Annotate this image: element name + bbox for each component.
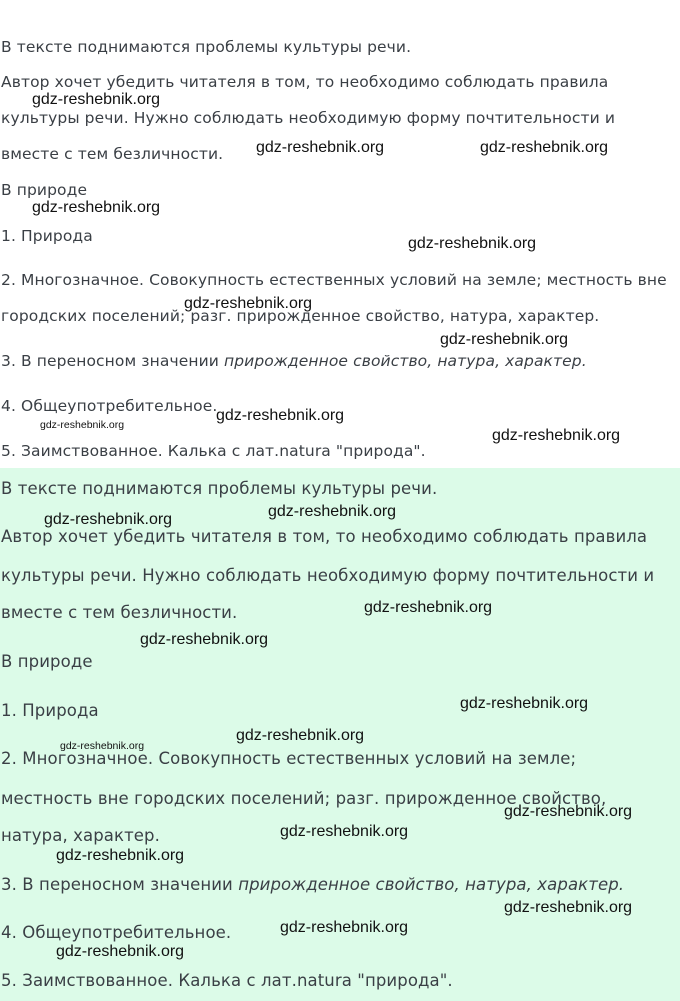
watermark: gdz-reshebnik.org (40, 419, 125, 431)
text-line: вместе с тем безличности. (1, 603, 238, 622)
text-line: 4. Общеупотребительное. (1, 923, 232, 942)
text-line: 5. Заимствованное. Калька с лат.natura "природа". (1, 971, 453, 990)
watermark: gdz-reshebnik.org (32, 199, 161, 216)
text-line: В тексте поднимаются проблемы культуры речи. (1, 38, 412, 56)
watermark: gdz-reshebnik.org (408, 235, 537, 252)
watermark: gdz-reshebnik.org (236, 727, 365, 744)
watermark: gdz-reshebnik.org (504, 899, 633, 916)
watermark: gdz-reshebnik.org (56, 943, 185, 960)
text-line: 1. Природа (1, 227, 93, 245)
watermark: gdz-reshebnik.org (256, 139, 385, 156)
watermark: gdz-reshebnik.org (280, 919, 409, 936)
watermark: gdz-reshebnik.org (480, 139, 609, 156)
text-line: В тексте поднимаются проблемы культуры речи. (1, 479, 438, 498)
text-line: 2. Многозначное. Совокупность естественных условий на земле; местность вне (1, 271, 667, 289)
text-line: 2. Многозначное. Совокупность естественных условий на земле; (1, 749, 577, 768)
watermark: gdz-reshebnik.org (140, 631, 269, 648)
watermark: gdz-reshebnik.org (364, 599, 493, 616)
watermark: gdz-reshebnik.org (280, 823, 409, 840)
watermark: gdz-reshebnik.org (216, 407, 345, 424)
text-line: Автор хочет убедить читателя в том, то необходимо соблюдать правила (1, 527, 648, 546)
watermark: gdz-reshebnik.org (32, 91, 161, 108)
text-line: 4. Общеупотребительное. (1, 397, 218, 415)
watermark: gdz-reshebnik.org (44, 511, 173, 528)
text-line: вместе с тем безличности. (1, 145, 224, 163)
text-line: Автор хочет убедить читателя в том, то необходимо соблюдать правила (1, 73, 609, 91)
text-line: В природе (1, 652, 93, 671)
line-prefix: 3. В переносном значении (1, 875, 239, 894)
line-italic: прирожденное свойство, натура, характер. (238, 875, 625, 894)
text-line (1, 875, 624, 894)
watermark: gdz-reshebnik.org (460, 695, 589, 712)
text-line: городских поселений; разг. прирожденное свойство, натура, характер. (1, 307, 600, 325)
text-line: 1. Природа (1, 701, 99, 720)
text-line: культуры речи. Нужно соблюдать необходимую форму почтительности и (1, 109, 615, 127)
watermark: gdz-reshebnik.org (60, 740, 145, 752)
text-line: В природе (1, 181, 88, 199)
watermark: gdz-reshebnik.org (268, 503, 397, 520)
watermark: gdz-reshebnik.org (184, 295, 313, 312)
line-italic: прирожденное свойство, натура, характер. (223, 352, 587, 370)
text-line: натура, характер. (1, 826, 160, 845)
text-line: 5. Заимствованное. Калька с лат.natura "природа". (1, 442, 426, 460)
text-line: местность вне городских поселений; разг. прирожденное свойство, (1, 789, 607, 808)
line-prefix: 3. В переносном значении (1, 352, 224, 370)
text-line: культуры речи. Нужно соблюдать необходимую форму почтительности и (1, 566, 655, 585)
watermark: gdz-reshebnik.org (504, 803, 633, 820)
text-line (1, 352, 587, 370)
watermark: gdz-reshebnik.org (56, 847, 185, 864)
answer-block-1 (0, 0, 680, 468)
watermark: gdz-reshebnik.org (440, 331, 569, 348)
watermark: gdz-reshebnik.org (492, 427, 621, 444)
